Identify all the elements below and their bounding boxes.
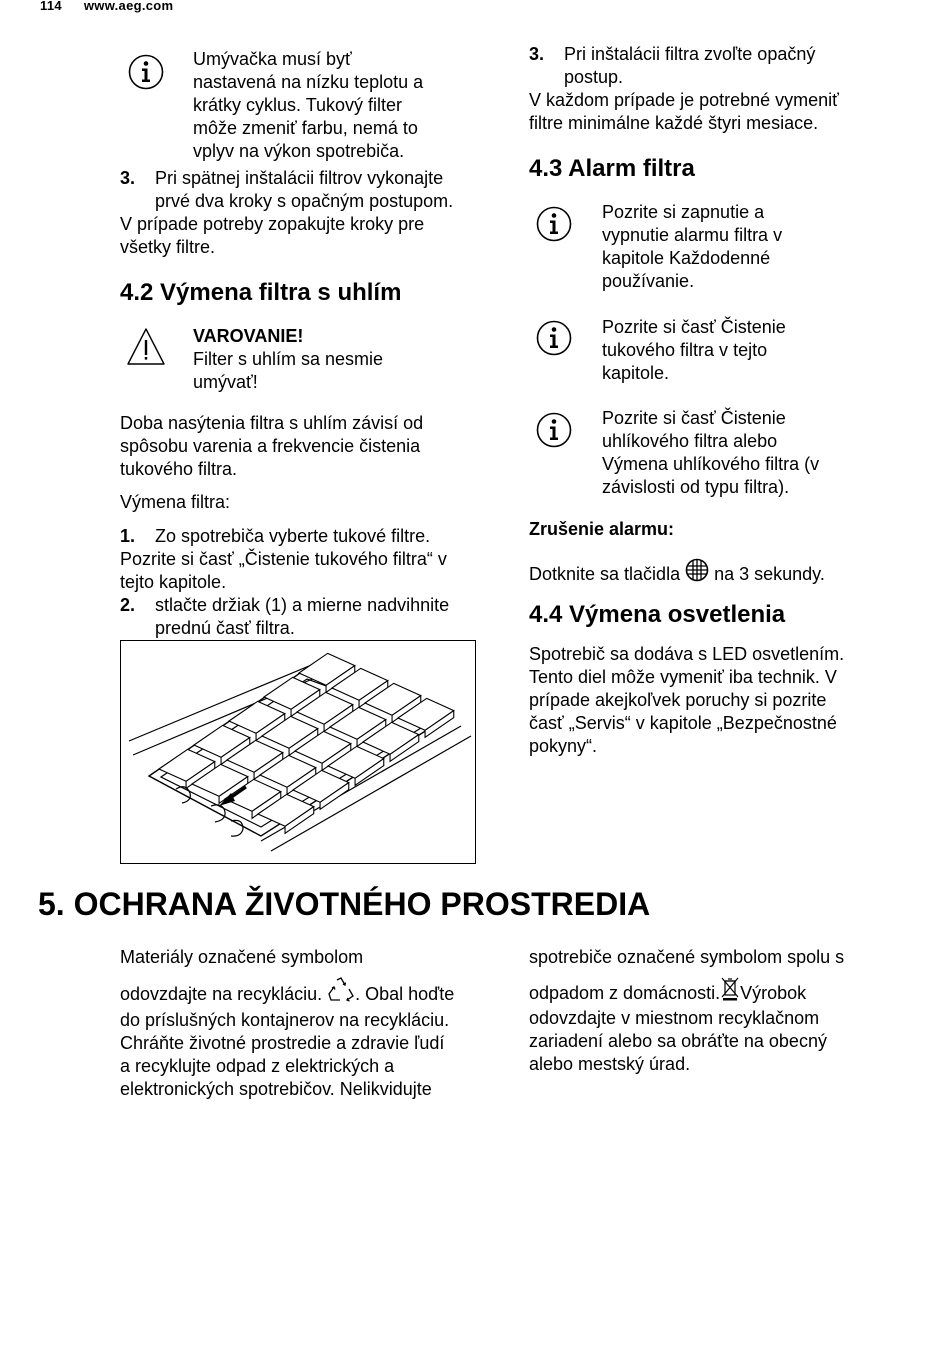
text-line: časť „Servis“ v kapitole „Bezpečnostné [529, 713, 837, 733]
text-line: krátky cyklus. Tukový filter [193, 95, 403, 115]
text-line: Pozrite si časť „Čistenie tukového filtra“ v [120, 549, 447, 569]
text-line: tukového filtra. [120, 459, 238, 479]
text-line: Tento diel môže vymeniť iba technik. V [529, 667, 837, 687]
text-line: všetky filtre. [120, 237, 216, 257]
text-fragment: na 3 sekundy. [714, 564, 825, 584]
warning-triangle-icon [125, 326, 167, 368]
text-line: Umývačka musí byť [193, 49, 352, 69]
page-header [40, 0, 195, 13]
text-line: Filter s uhlím sa nesmie [193, 349, 384, 369]
text-line: Materiály označené symbolom [120, 947, 364, 967]
text-line: umývať! [193, 372, 258, 392]
text-line: odovzdajte v miestnom recyklačnom [529, 1008, 820, 1028]
text-line: elektronických spotrebičov. Nelikvidujte [120, 1079, 432, 1099]
text-line: vplyv na výkon spotrebiča. [193, 141, 405, 161]
step-3-install [529, 43, 929, 135]
text-line: Pozrite si časť Čistenie [602, 317, 786, 337]
info-note-dishwasher [193, 48, 423, 163]
heading-4-2: 4.2 Výmena filtra s uhlím [120, 279, 402, 306]
text-line: uhlíkového filtra alebo [602, 431, 778, 451]
info-note-carbon-filter [602, 407, 819, 499]
text-line: spôsobu varenia a frekvencie čistenia [120, 436, 421, 456]
info-icon [128, 54, 164, 90]
text-line: postup. [564, 67, 624, 87]
filter-grid-button-icon [685, 558, 709, 588]
env-left-paragraph [120, 946, 510, 1101]
saturation-paragraph [120, 412, 423, 481]
text-line: Zo spotrebiča vyberte tukové filtre. [155, 526, 431, 546]
warning-note [193, 325, 383, 394]
filter-illustration [120, 640, 476, 864]
text-line: kapitole. [602, 363, 670, 383]
warning-title: VAROVANIE! [193, 326, 304, 346]
info-note-grease-filter [602, 316, 786, 385]
heading-4-4: 4.4 Výmena osvetlenia [529, 601, 786, 628]
text-line: Spotrebič sa dodáva s LED osvetlením. [529, 644, 845, 664]
step-number: 1. [120, 526, 136, 546]
heading-4-3: 4.3 Alarm filtra [529, 155, 695, 182]
text-line: pokyny“. [529, 736, 598, 756]
text-fragment: odovzdajte na recykláciu. [120, 984, 323, 1004]
text-line: Výmena uhlíkového filtra (v [602, 454, 820, 474]
text-line: tejto kapitole. [120, 572, 227, 592]
step-number: 3. [120, 168, 136, 188]
replace-steps [120, 525, 500, 640]
text-line: kapitole Každodenné [602, 248, 771, 268]
step-3-reinstall [120, 167, 500, 259]
replace-intro: Výmena filtra: [120, 492, 231, 512]
cancel-alarm-instruction [529, 558, 825, 588]
text-line: zariadení alebo sa obráťte na obecný [529, 1031, 827, 1051]
text-fragment: . Obal hoďte [355, 984, 455, 1004]
info-icon [536, 320, 572, 356]
text-line: a recyklujte odpad z elektrických a [120, 1056, 395, 1076]
step-number: 2. [120, 595, 136, 615]
crossed-bin-icon [720, 977, 740, 1007]
text-line: nastavená na nízku teplotu a [193, 72, 424, 92]
text-line: V prípade potreby zopakujte kroky pre [120, 214, 425, 234]
info-note-alarm-onoff [602, 201, 782, 293]
text-line: alebo mestský úrad. [529, 1054, 691, 1074]
heading-5: 5. OCHRANA ŽIVOTNÉHO PROSTREDIA [38, 886, 651, 922]
text-line: prednú časť filtra. [155, 618, 295, 638]
text-line: vypnutie alarmu filtra v [602, 225, 783, 245]
text-line: závislosti od typu filtra). [602, 477, 790, 497]
text-line: Pozrite si zapnutie a [602, 202, 765, 222]
text-line: môže zmeniť farbu, nemá to [193, 118, 418, 138]
text-line: Pri spätnej inštalácii filtrov vykonajte [155, 168, 444, 188]
text-line: Pri inštalácii filtra zvoľte opačný [564, 44, 816, 64]
step-number: 3. [529, 44, 545, 64]
text-line: V každom prípade je potrebné vymeniť [529, 90, 839, 110]
recycle-icon [327, 977, 355, 1009]
env-right-paragraph [529, 946, 929, 1076]
led-paragraph [529, 643, 844, 758]
text-line: stlačte držiak (1) a mierne nadvihnite [155, 595, 450, 615]
text-line: filtre minimálne každé štyri mesiace. [529, 113, 819, 133]
text-line: spotrebiče označené symbolom spolu s [529, 947, 845, 967]
text-line: tukového filtra v tejto [602, 340, 768, 360]
text-line: Chráňte životné prostredie a zdravie ľudí [120, 1033, 445, 1053]
text-line: prípade akejkoľvek poruchy si pozrite [529, 690, 827, 710]
site-url: www.aeg.com [83, 0, 174, 13]
cancel-alarm-heading: Zrušenie alarmu: [529, 519, 675, 539]
text-line: Doba nasýtenia filtra s uhlím závisí od [120, 413, 424, 433]
text-fragment: Dotknite sa tlačidla [529, 564, 681, 584]
text-line: používanie. [602, 271, 695, 291]
text-line: Pozrite si časť Čistenie [602, 408, 786, 428]
info-icon [536, 412, 572, 448]
page-number: 114 [40, 0, 62, 13]
info-icon [536, 206, 572, 242]
text-line: prvé dva kroky s opačným postupom. [155, 191, 454, 211]
text-fragment: Výrobok [740, 983, 807, 1003]
text-line: do príslušných kontajnerov na recykláciu. [120, 1010, 450, 1030]
text-fragment: odpadom z domácnosti. [529, 983, 721, 1003]
